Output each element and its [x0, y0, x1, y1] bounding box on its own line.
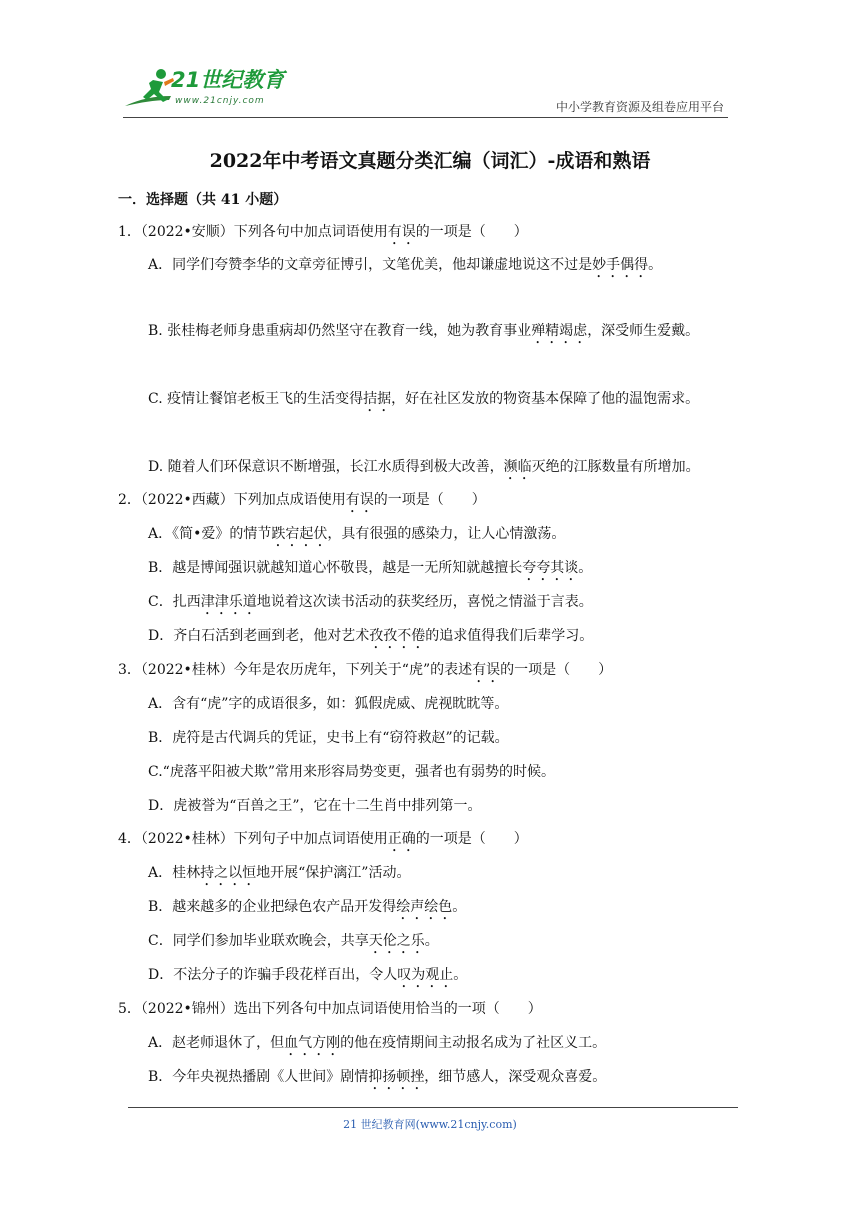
question-2-stem: 2．（2022•西藏）下列加点成语使用有误的一项是（ ） — [118, 492, 486, 508]
question-4-option-c: C．同学们参加毕业联欢晚会，共享天伦之乐。 — [148, 933, 439, 949]
site-logo — [123, 66, 293, 110]
question-2-option-c: C．扎西津津乐道地说着这次读书活动的获奖经历，喜悦之情溢于言表。 — [148, 594, 593, 610]
header-divider — [123, 117, 728, 118]
question-5-option-a: A．赵老师退休了，但血气方刚的他在疫情期间主动报名成为了社区义工。 — [148, 1035, 607, 1051]
question-4-option-b: B．越来越多的企业把绿色农产品开发得绘声绘色。 — [148, 899, 467, 915]
page-footer: 21 世纪教育网(www.21cnjy.com) — [343, 1118, 517, 1131]
logo-text: 21世纪教育 — [171, 68, 285, 92]
question-3-stem: 3．（2022•桂林）今年是农历虎年，下列关于“虎”的表述有误的一项是（ ） — [118, 662, 613, 678]
question-3-option-d: D．虎被誉为“百兽之王”，它在十二生肖中排列第一。 — [148, 798, 482, 814]
question-1-option-c: C. 疫情让餐馆老板王飞的生活变得拮据，好在社区发放的物资基本保障了他的温饱需求。 — [148, 391, 700, 407]
question-1-option-d: D. 随着人们环保意识不断增强，长江水质得到极大改善，濒临灭绝的江豚数量有所增加。 — [148, 459, 700, 475]
header-tagline: 中小学教育资源及组卷应用平台 — [555, 100, 724, 114]
footer-divider — [128, 1107, 738, 1108]
logo-url: www.21cnjy.com — [175, 96, 265, 106]
question-4-option-d: D．不法分子的诈骗手段花样百出，令人叹为观止。 — [148, 967, 468, 983]
question-5-option-b: B．今年央视热播剧《人世间》剧情抑扬顿挫，细节感人，深受观众喜爱。 — [148, 1069, 607, 1085]
question-1-stem: 1．（2022•安顺）下列各句中加点词语使用有误的一项是（ ） — [118, 224, 528, 240]
document-title: 2022年中考语文真题分类汇编（词汇）-成语和熟语 — [209, 150, 651, 172]
question-4-stem: 4．（2022•桂林）下列句子中加点词语使用正确的一项是（ ） — [118, 831, 528, 847]
section-heading: 一．选择题（共 41 小题） — [118, 192, 288, 208]
page-header — [123, 60, 728, 118]
question-2-option-d: D．齐白石活到老画到老，他对艺术孜孜不倦的追求值得我们后辈学习。 — [148, 628, 594, 644]
question-5-stem: 5．（2022•锦州）选出下列各句中加点词语使用恰当的一项（ ） — [118, 1001, 542, 1017]
question-3-option-a: A．含有“虎”字的成语很多，如：狐假虎威、虎视眈眈等。 — [148, 696, 509, 712]
question-1-option-b: B. 张桂梅老师身患重病却仍然坚守在教育一线，她为教育事业殚精竭虑，深受师生爱戴。 — [148, 323, 700, 339]
question-2-option-b: B．越是博闻强识就越知道心怀敬畏，越是一无所知就越擅长夸夸其谈。 — [148, 560, 593, 576]
question-4-option-a: A．桂林持之以恒地开展“保护漓江”活动。 — [148, 865, 411, 881]
question-3-option-c: C.“虎落平阳被犬欺”常用来形容局势变更，强者也有弱势的时候。 — [148, 764, 555, 780]
question-2-option-a: A．《简•爱》的情节跌宕起伏，具有很强的感染力，让人心情激荡。 — [148, 526, 566, 542]
question-1-option-a: A．同学们夸赞李华的文章旁征博引，文笔优美，他却谦虚地说这不过是妙手偶得。 — [148, 257, 663, 273]
question-3-option-b: B．虎符是古代调兵的凭证，史书上有“窃符救赵”的记载。 — [148, 730, 509, 746]
